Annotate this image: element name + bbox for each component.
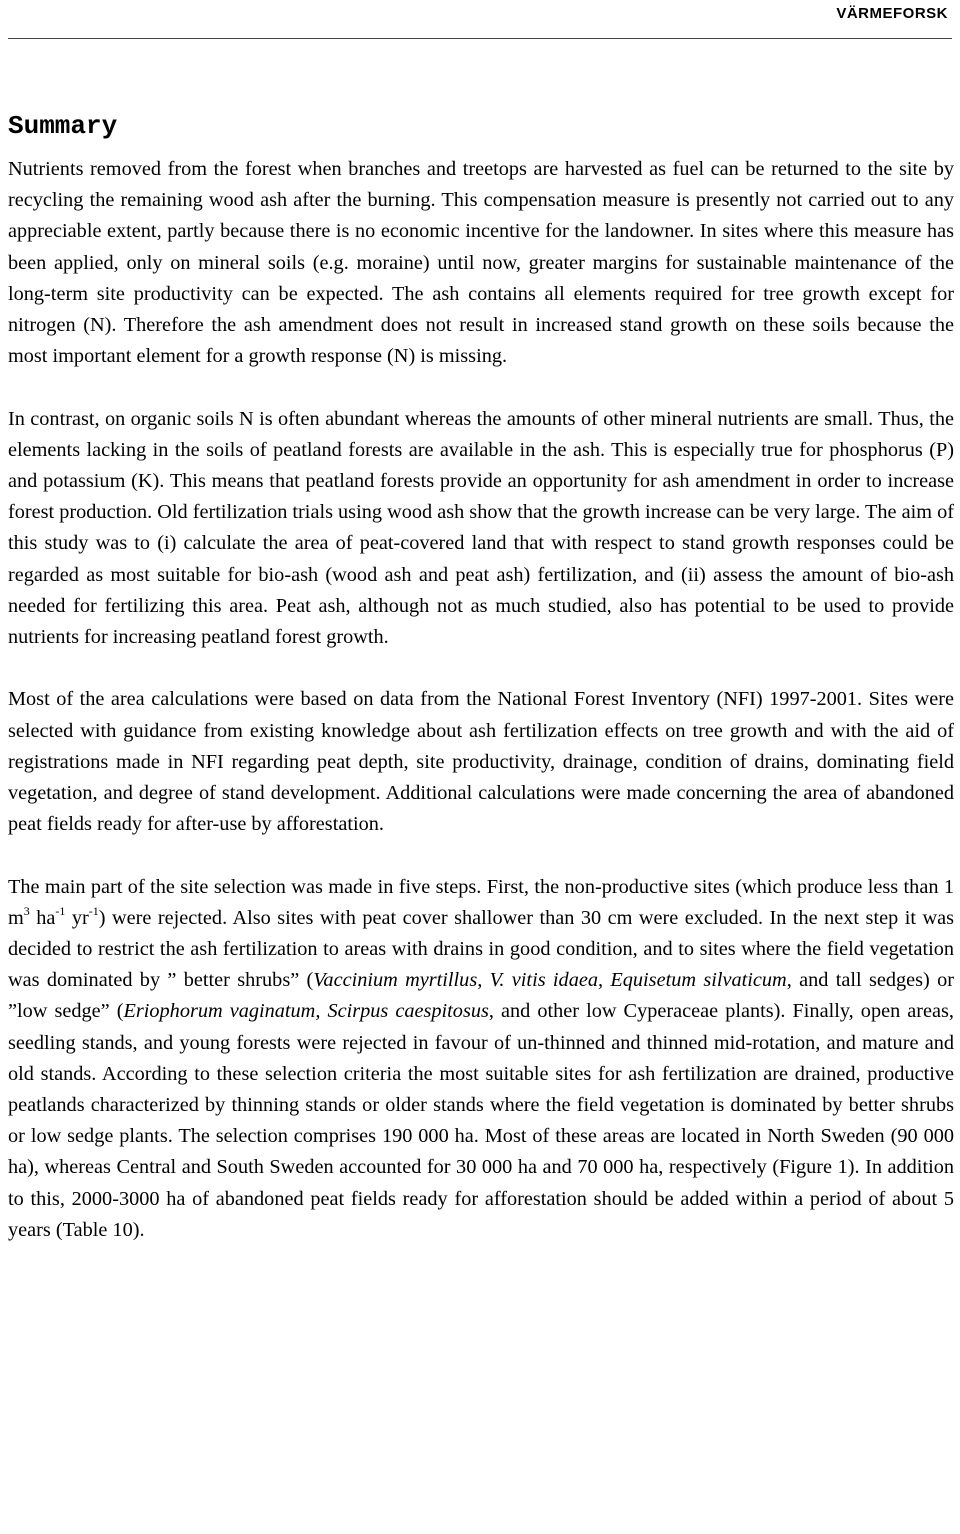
paragraph-4-text-5: , and tall sedges) or ”low sedge” (: [8, 969, 954, 1023]
paragraph-2: In contrast, on organic soils N is often abundant whereas the amounts of other mineral nutrients are small. Thus, the elements lacking in the soils of peatland forests are available in the ash. This is especially true for phosphorus (P) and potassium (K). This means that peatland forests provide an opportunity for ash amendment in order to increase forest production. Old fertilization trials using wood ash show that the growth increase can be very large. The aim of this study was to (i) calculate the area of peat-covered land that with respect to stand growth responses could be regarded as most suitable for bio-ash (wood ash and peat ash) fertilization, and (ii) assess the amount of bio-ash needed for fertilizing this area. Peat ash, although not as much studied, also has potential to be used to provide nutrients for increasing peatland forest growth.: [8, 407, 955, 649]
paragraph-4-text-6: , and other low Cyperaceae plants). Finally, open areas, seedling stands, and young forests were rejected in favour of un-thinned and thinned mid-rotation, and mature and old stands. According to these selection criteria the most suitable sites for ash fertilization are drained, productive peatlands characterized by thinning stands or older stands where the field vegetation is dominated by better shrubs or low sedge plants. The selection comprises 190 000 ha. Most of these areas are located in North Sweden (90 000 ha), whereas Central and South Sweden accounted for 30 000 ha and 70 000 ha, respectively (Figure 1). In addition to this, 2000-3000 ha of abandoned peat fields ready for afforestation should be added within a period of about 5 years (Table 10).: [8, 1000, 955, 1241]
paragraph-4-text-2: ha: [29, 906, 56, 929]
paragraph-1: Nutrients removed from the forest when branches and treetops are harvested as fuel can be returned to the site by recycling the remaining wood ash after the burning. This compensation measure is presently not carried out to any appreciable extent, partly because there is no economic incentive for the landowner. In sites where this measure has been applied, only on mineral soils (e.g. moraine) until now, greater margins for sustainable maintenance of the long-term site productivity can be expected. The ash contains all elements required for tree growth except for nitrogen (N). Therefore the ash amendment does not result in increased stand growth on these soils because the most important element for a growth response (N) is missing.: [8, 158, 954, 368]
header-org-label: VÄRMEFORSK: [836, 5, 948, 22]
species-names-sedges: Eriophorum vaginatum, Scirpus caespitosus: [123, 1000, 489, 1023]
paragraph-4-text-1: The main part of the site selection was made in five steps. First, the non-productive sites (which produce less than 1 m: [8, 875, 954, 929]
section-title: Summary: [8, 111, 118, 141]
superscript-3: 3: [23, 903, 30, 918]
document-body: [8, 106, 954, 1277]
superscript-minus-1-yr: -1: [88, 903, 99, 918]
paragraph-4: [8, 872, 954, 1246]
paragraph-3: Most of the area calculations were based on data from the National Forest Inventory (NFI) 1997-2001. Sites were selected with guidance from existing knowledge about ash fertilization effects on tree growth and with the aid of registrations made in NFI regarding peat depth, site productivity, drainage, condition of drains, dominating field vegetation, and degree of stand development. Additional calculations were made concerning the area of abandoned peat fields ready for after-use by afforestation.: [8, 688, 954, 836]
paragraph-4-text-3: yr: [65, 906, 89, 929]
paragraph-4-text-4: ) were rejected. Also sites with peat cover shallower than 30 cm were excluded. In the next step it was decided to restrict the ash fertilization to areas with drains in good condition, and to sites where the field vegetation was dominated by ” better shrubs” (: [8, 906, 954, 992]
page-header: [8, 0, 952, 39]
superscript-minus-1-ha: -1: [55, 903, 66, 918]
species-names-shrubs: Vaccinium myrtillus, V. vitis idaea, Equisetum silvaticum: [313, 969, 787, 992]
